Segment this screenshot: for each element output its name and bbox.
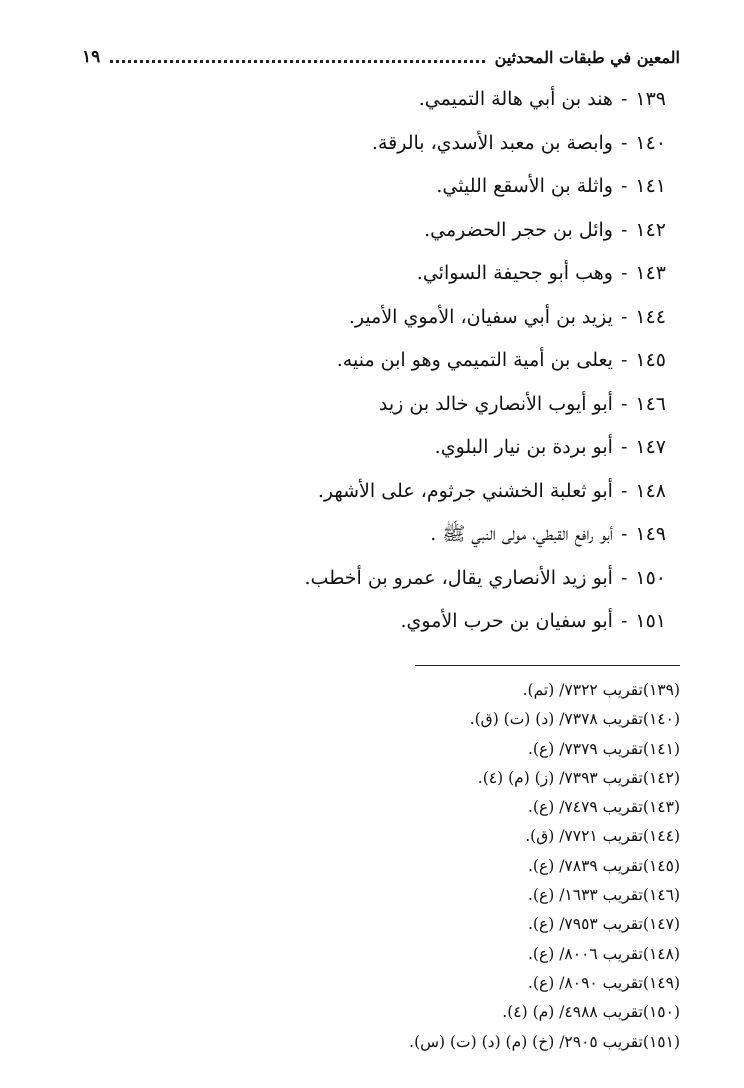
entry-number: ١٤٢ [635, 218, 666, 241]
entry-number: ١٤١ [635, 175, 666, 197]
entry-text: يزيد بن أبي سفيان، الأموي الأمير. [348, 305, 613, 328]
running-header-title: المعين في طبقات المحدثين [494, 47, 680, 67]
entry-number: ١٤٧ [635, 436, 666, 458]
entry-dash: - [620, 523, 628, 545]
entry-text: أبو ثعلبة الخشني جرثوم، على الأشهر. [317, 479, 613, 502]
list-item [146, 209, 666, 253]
entry-dash: - [620, 88, 628, 110]
list-item [146, 122, 666, 166]
entry-text: أبو رافع القبطي، مولى النبي ﷺ . [430, 523, 613, 545]
entry-dash: - [620, 218, 628, 241]
list-item [146, 296, 666, 340]
list-item [146, 78, 666, 122]
list-item [146, 252, 666, 296]
footnote: (١٤٦)تقريب ١٦٣٣/ (ع). [528, 886, 680, 905]
footnote: (١٣٩)تقريب ٧٣٢٢/ (تم). [522, 681, 680, 699]
footnote: (١٥١)تقريب ٢٩٠٥/ (خ) (م) (د) (ت) (س). [409, 1032, 680, 1051]
page-number: ١٩ [82, 47, 101, 67]
entry-text: هند بن أبي هالة التميمي. [418, 88, 613, 110]
entry-dash: - [620, 175, 628, 197]
entry-dash: - [620, 131, 628, 154]
footnote: (١٤٥)تقريب ٧٨٣٩/ (ع). [528, 856, 680, 875]
entry-text: واثلة بن الأسقع الليثي. [436, 175, 613, 197]
entry-dash: - [620, 610, 628, 632]
entry-number: ١٤٠ [635, 131, 666, 154]
entry-dash: - [620, 305, 628, 328]
entry-number: ١٤٩ [635, 523, 666, 545]
entry-number: ١٣٩ [635, 88, 666, 110]
footnote: (١٤٧)تقريب ٧٩٥٣/ (ع). [528, 915, 680, 934]
footnote: (١٤٢)تقريب ٧٣٩٣/ (ز) (م) (٤). [477, 768, 680, 787]
list-item [146, 426, 666, 470]
list-item [146, 383, 666, 427]
entry-text: وابصة بن معبد الأسدي، بالرقة. [371, 131, 613, 154]
entry-number: ١٤٥ [635, 349, 666, 371]
entry-text: وهب أبو جحيفة السوائي. [416, 262, 613, 284]
footnote: (١٤١)تقريب ٧٣٧٩/ (ع). [528, 739, 680, 758]
footnote: (١٤٨)تقريب ٨٠٠٦/ (ع). [528, 944, 680, 963]
entry-dash: - [620, 436, 628, 458]
entry-text: أبو أيوب الأنصاري خالد بن زيد [378, 392, 613, 415]
entry-text: أبو بردة بن نيار البلوي. [434, 436, 613, 458]
entry-number: ١٤٦ [635, 392, 666, 415]
entry-dash: - [620, 262, 628, 284]
narrator-list [146, 78, 666, 644]
list-item [146, 557, 666, 601]
entry-dash: - [620, 392, 628, 415]
running-header [82, 40, 680, 74]
footnote-separator [415, 665, 680, 666]
entry-number: ١٥٠ [635, 566, 666, 589]
list-item [146, 165, 666, 209]
footnote-list [280, 676, 680, 1057]
entry-number: ١٤٨ [635, 479, 666, 502]
footnote: (١٤٣)تقريب ٧٤٧٩/ (ع). [528, 798, 680, 817]
entry-text: يعلى بن أمية التميمي وهو ابن منيه. [336, 349, 613, 371]
footnote: (١٥٠)تقريب ٤٩٨٨/ (م) (٤). [502, 1003, 680, 1022]
entry-text: أبو سفيان بن حرب الأموي. [400, 610, 613, 632]
list-item [146, 470, 666, 514]
entry-number: ١٥١ [635, 610, 666, 632]
footnote: (١٤٩)تقريب ٨٠٩٠/ (ع). [528, 973, 680, 992]
header-dot-leader [110, 60, 484, 63]
entry-number: ١٤٤ [635, 305, 666, 328]
entry-dash: - [620, 479, 628, 502]
list-item [146, 513, 666, 557]
entry-text: وائل بن حجر الحضرمي. [424, 218, 613, 241]
entry-number: ١٤٣ [635, 262, 666, 284]
entry-text: أبو زيد الأنصاري يقال، عمرو بن أخطب. [304, 566, 613, 589]
footnote: (١٤٤)تقريب ٧٧٢١/ (ق). [525, 827, 680, 846]
list-item [146, 339, 666, 383]
list-item [146, 600, 666, 644]
entry-dash: - [620, 349, 628, 371]
entry-dash: - [620, 566, 628, 589]
footnote: (١٤٠)تقريب ٧٣٧٨/ (د) (ت) (ق). [469, 710, 680, 729]
